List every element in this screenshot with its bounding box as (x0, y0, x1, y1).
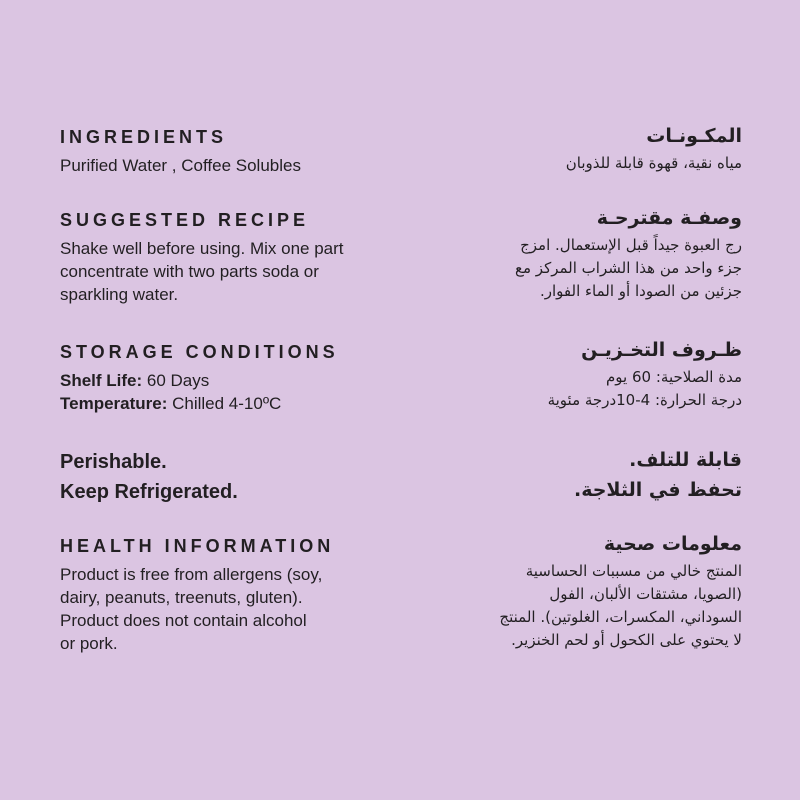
perishable-section-ar (402, 445, 742, 505)
temperature-row-ar: درجة الحرارة: 4-10درجة مئوية (547, 391, 742, 409)
health-line-ar: المنتج خالي من مسببات الحساسية (525, 562, 742, 580)
perishable-notice-ar (402, 445, 742, 505)
ingredients-heading-ar: المكـونـات (646, 125, 742, 147)
health-line: Product does not contain alcohol (60, 611, 307, 630)
health-section-ar (402, 532, 742, 652)
recipe-line: sparkling water. (60, 285, 179, 304)
shelf-life-label: Shelf Life: (60, 371, 143, 390)
health-line-ar: لا يحتوي على الكحول أو لحم الخنزير. (511, 631, 742, 649)
storage-heading-ar: ظـروف التخـزيـن (581, 339, 742, 361)
storage-section-ar (402, 338, 742, 412)
refrigerate-line: Keep Refrigerated. (60, 481, 238, 503)
health-line-ar: (الصويا، مشتقات الألبان، الفول (549, 585, 742, 603)
health-heading-ar: معلومات صحية (603, 533, 742, 555)
shelf-life-row-ar: مدة الصلاحية: 60 يوم (606, 368, 742, 386)
health-text (60, 563, 400, 655)
storage-heading: STORAGE CONDITIONS (60, 342, 339, 362)
recipe-text-ar (402, 234, 742, 303)
recipe-line: concentrate with two parts soda or (60, 262, 319, 281)
storage-text (60, 369, 400, 415)
ingredients-section-ar (402, 124, 742, 175)
perishable-line-ar: قابلة للتلف. (629, 449, 742, 471)
recipe-line-ar: رج العبوة جيداً قبل الإستعمال. امزج (520, 236, 742, 254)
health-line: or pork. (60, 634, 118, 653)
recipe-text (60, 237, 400, 306)
recipe-line-ar: جزء واحد من هذا الشراب المركز مع (515, 259, 742, 277)
recipe-heading: SUGGESTED RECIPE (60, 210, 310, 230)
recipe-line-ar: جزئين من الصودا أو الماء الفوار. (539, 282, 742, 300)
temperature-row (60, 392, 400, 415)
ingredients-text-ar: مياه نقية، قهوة قابلة للذوبان (565, 154, 742, 172)
health-line-ar: السوداني، المكسرات، الغلوتين). المنتج (499, 608, 742, 626)
health-line: Product is free from allergens (soy, (60, 565, 323, 584)
recipe-section-ar (402, 206, 742, 303)
ingredients-section-en (60, 126, 400, 177)
shelf-life-value: 60 Days (142, 371, 210, 390)
storage-section-en (60, 341, 400, 415)
refrigerate-line-ar: تحفظ في الثلاجة. (573, 479, 742, 501)
health-heading: HEALTH INFORMATION (60, 536, 335, 556)
health-line: dairy, peanuts, treenuts, gluten). (60, 588, 303, 607)
health-text-ar (402, 560, 742, 652)
temperature-value: Chilled 4-10ºC (167, 394, 282, 413)
perishable-notice (60, 447, 400, 507)
health-section-en (60, 535, 400, 655)
recipe-heading-ar: وصفـة مقترحـة (596, 207, 742, 229)
perishable-section-en (60, 447, 400, 507)
perishable-line: Perishable. (60, 451, 167, 473)
storage-text-ar (402, 366, 742, 412)
ingredients-heading: INGREDIENTS (60, 127, 228, 147)
shelf-life-row (60, 369, 400, 392)
recipe-section-en (60, 209, 400, 306)
ingredients-text: Purified Water , Coffee Solubles (60, 156, 301, 175)
temperature-label: Temperature: (60, 394, 168, 413)
recipe-line: Shake well before using. Mix one part (60, 239, 344, 258)
